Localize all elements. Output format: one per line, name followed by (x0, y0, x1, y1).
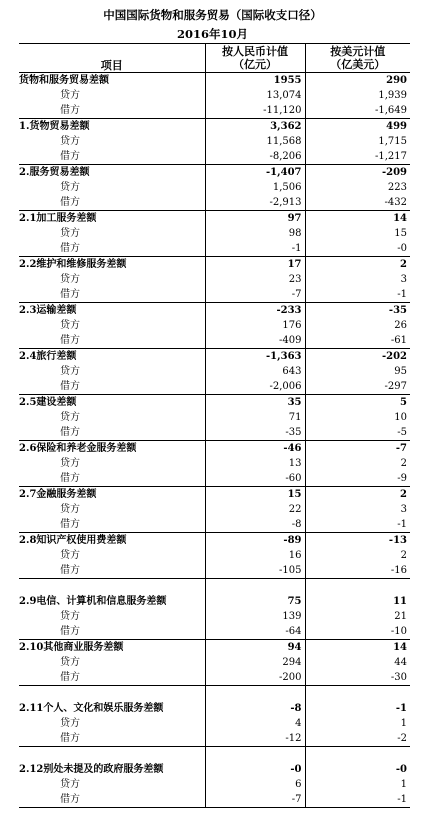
rmb-value: 75 (205, 579, 305, 610)
rmb-value: 35 (205, 395, 305, 411)
rmb-value: -64 (205, 624, 305, 640)
row-section-label: 2.3运输差额 (19, 303, 205, 319)
table-row (19, 257, 410, 273)
table-row (19, 747, 410, 778)
table-row (19, 456, 410, 471)
table-body (19, 73, 410, 808)
header-rmb-line2: （亿元） (233, 58, 277, 71)
usd-value: 223 (305, 180, 410, 195)
usd-value: -0 (305, 747, 410, 778)
rmb-value: -8,206 (205, 149, 305, 165)
row-sub-label: 借方 (60, 381, 80, 392)
row-sub-label: 借方 (60, 105, 80, 116)
usd-value: -1 (305, 287, 410, 303)
usd-value: 3 (305, 502, 410, 517)
usd-value: -13 (305, 533, 410, 549)
rmb-value: -409 (205, 333, 305, 349)
row-section-label: 2.11个人、文化和娱乐服务差额 (19, 686, 205, 717)
usd-value: 290 (305, 73, 410, 89)
usd-value: 2 (305, 548, 410, 563)
row-sub-label: 借方 (60, 672, 80, 683)
table-header-row (19, 44, 410, 73)
rmb-value: 13,074 (205, 88, 305, 103)
rmb-value: -11,120 (205, 103, 305, 119)
rmb-value: 97 (205, 211, 305, 227)
usd-value: -209 (305, 165, 410, 181)
table-row (19, 211, 410, 227)
rmb-value: 4 (205, 716, 305, 731)
row-sub-label: 贷方 (60, 550, 80, 561)
row-section-label: 2.7金融服务差额 (19, 487, 205, 503)
row-section-label: 2.4旅行差额 (19, 349, 205, 365)
row-section-label: 2.12别处未提及的政府服务差额 (19, 747, 205, 778)
row-section-label: 2.5建设差额 (19, 395, 205, 411)
table-row (19, 624, 410, 640)
table-row (19, 502, 410, 517)
table-row (19, 533, 410, 549)
usd-value: 2 (305, 257, 410, 273)
row-sub-label: 贷方 (60, 718, 80, 729)
row-sub-label: 贷方 (60, 412, 80, 423)
usd-value: -1,649 (305, 103, 410, 119)
usd-value: 2 (305, 456, 410, 471)
row-section-label: 1.货物贸易差额 (19, 119, 205, 135)
usd-value: -7 (305, 441, 410, 457)
rmb-value: -2,913 (205, 195, 305, 211)
table-row (19, 471, 410, 487)
rmb-value: -1 (205, 241, 305, 257)
usd-value: -16 (305, 563, 410, 579)
rmb-value: 22 (205, 502, 305, 517)
rmb-value: -2,006 (205, 379, 305, 395)
row-section-label: 货物和服务贸易差额 (19, 73, 205, 89)
usd-value: 3 (305, 272, 410, 287)
usd-value: 21 (305, 609, 410, 624)
row-sub-label: 贷方 (60, 136, 80, 147)
table-row (19, 410, 410, 425)
rmb-value: 1955 (205, 73, 305, 89)
table-row (19, 425, 410, 441)
table-row (19, 195, 410, 211)
table-row (19, 364, 410, 379)
row-section-label: 2.10其他商业服务差额 (19, 640, 205, 656)
rmb-value: 6 (205, 777, 305, 792)
table-row (19, 579, 410, 610)
usd-value: -5 (305, 425, 410, 441)
usd-value: 2 (305, 487, 410, 503)
table-row (19, 303, 410, 319)
row-section-label: 2.服务贸易差额 (19, 165, 205, 181)
row-sub-label: 借方 (60, 289, 80, 300)
header-usd-line1: 按美元计值 (330, 45, 386, 58)
table-row (19, 272, 410, 287)
row-sub-label: 贷方 (60, 657, 80, 668)
table-row (19, 716, 410, 731)
usd-value: 10 (305, 410, 410, 425)
usd-value: -432 (305, 195, 410, 211)
row-sub-label: 借方 (19, 792, 205, 808)
header-rmb-line1: 按人民币计值 (222, 45, 288, 58)
table-row (19, 731, 410, 747)
usd-value: 499 (305, 119, 410, 135)
row-sub-label: 贷方 (60, 182, 80, 193)
rmb-value: -1,363 (205, 349, 305, 365)
table-row (19, 226, 410, 241)
usd-value: 1,715 (305, 134, 410, 149)
rmb-value: 11,568 (205, 134, 305, 149)
rmb-value: 13 (205, 456, 305, 471)
usd-value: -1 (305, 686, 410, 717)
usd-value: -1,217 (305, 149, 410, 165)
row-sub-label: 贷方 (60, 274, 80, 285)
table-row (19, 73, 410, 89)
table-row (19, 792, 410, 808)
row-sub-label: 借方 (60, 733, 80, 744)
table-row (19, 517, 410, 533)
usd-value: 1 (305, 716, 410, 731)
rmb-value: 643 (205, 364, 305, 379)
row-sub-label: 借方 (60, 565, 80, 576)
table-row (19, 777, 410, 792)
rmb-value: -35 (205, 425, 305, 441)
document-title: 中国国际货物和服务贸易（国际收支口径） (103, 8, 322, 22)
rmb-value: 71 (205, 410, 305, 425)
usd-value: 5 (305, 395, 410, 411)
rmb-value: -8 (205, 686, 305, 717)
rmb-value: -7 (205, 287, 305, 303)
row-sub-label: 借方 (60, 197, 80, 208)
row-section-label: 2.1加工服务差额 (19, 211, 205, 227)
rmb-value: 94 (205, 640, 305, 656)
rmb-value: 15 (205, 487, 305, 503)
row-sub-label: 借方 (60, 335, 80, 346)
header-usd-line2: （亿美元） (330, 58, 386, 71)
rmb-value: 176 (205, 318, 305, 333)
row-section-label: 2.6保险和养老金服务差额 (19, 441, 205, 457)
rmb-value: -7 (205, 792, 305, 808)
rmb-value: -89 (205, 533, 305, 549)
usd-value: -61 (305, 333, 410, 349)
table-row (19, 441, 410, 457)
usd-value: -10 (305, 624, 410, 640)
usd-value: -2 (305, 731, 410, 747)
row-section-label: 2.2维护和维修服务差额 (19, 257, 205, 273)
header-rmb (205, 44, 305, 73)
rmb-value: -233 (205, 303, 305, 319)
rmb-value: 1,506 (205, 180, 305, 195)
table-row (19, 88, 410, 103)
rmb-value: 3,362 (205, 119, 305, 135)
row-sub-label: 借方 (60, 626, 80, 637)
table-row (19, 333, 410, 349)
row-sub-label: 贷方 (60, 458, 80, 469)
document-subtitle: 2016年10月 (176, 27, 248, 41)
header-item: 项目 (19, 44, 205, 73)
table-row (19, 119, 410, 135)
row-section-label: 2.8知识产权使用费差额 (19, 533, 205, 549)
row-sub-label: 借方 (60, 151, 80, 162)
rmb-value: -1,407 (205, 165, 305, 181)
usd-value: 1,939 (305, 88, 410, 103)
table-row (19, 640, 410, 656)
table-row (19, 103, 410, 119)
usd-value: 14 (305, 211, 410, 227)
table-row (19, 670, 410, 686)
usd-value: 44 (305, 655, 410, 670)
table-row (19, 349, 410, 365)
usd-value: -1 (305, 517, 410, 533)
table-row (19, 563, 410, 579)
usd-value: 26 (305, 318, 410, 333)
table-row (19, 395, 410, 411)
row-sub-label: 贷方 (60, 366, 80, 377)
row-sub-label: 借方 (60, 519, 80, 530)
rmb-value: 139 (205, 609, 305, 624)
row-sub-label: 借方 (60, 473, 80, 484)
usd-value: -297 (305, 379, 410, 395)
usd-value: -30 (305, 670, 410, 686)
rmb-value: 23 (205, 272, 305, 287)
usd-value: -202 (305, 349, 410, 365)
rmb-value: 294 (205, 655, 305, 670)
table-row (19, 487, 410, 503)
usd-value: 95 (305, 364, 410, 379)
table-row (19, 318, 410, 333)
row-sub-label: 贷方 (60, 611, 80, 622)
row-sub-label: 贷方 (60, 504, 80, 515)
table-row (19, 134, 410, 149)
rmb-value: -105 (205, 563, 305, 579)
usd-value: 11 (305, 579, 410, 610)
row-sub-label: 借方 (60, 243, 80, 254)
table-row (19, 379, 410, 395)
rmb-value: -8 (205, 517, 305, 533)
rmb-value: -200 (205, 670, 305, 686)
table-row (19, 686, 410, 717)
table-row (19, 149, 410, 165)
table-row (19, 548, 410, 563)
usd-value: 15 (305, 226, 410, 241)
row-sub-label: 贷方 (60, 228, 80, 239)
table-row (19, 241, 410, 257)
rmb-value: -46 (205, 441, 305, 457)
table-row (19, 609, 410, 624)
table-row (19, 655, 410, 670)
rmb-value: -0 (205, 747, 305, 778)
rmb-value: 98 (205, 226, 305, 241)
row-section-label: 2.9电信、计算机和信息服务差额 (19, 579, 205, 610)
usd-value: -35 (305, 303, 410, 319)
usd-value: 14 (305, 640, 410, 656)
header-usd (305, 44, 410, 73)
table-row (19, 287, 410, 303)
usd-value: 1 (305, 777, 410, 792)
usd-value: -0 (305, 241, 410, 257)
trade-table (19, 43, 410, 808)
row-sub-label: 贷方 (60, 779, 80, 790)
rmb-value: 17 (205, 257, 305, 273)
table-row (19, 165, 410, 181)
rmb-value: -12 (205, 731, 305, 747)
rmb-value: -60 (205, 471, 305, 487)
table-row (19, 180, 410, 195)
usd-value: -9 (305, 471, 410, 487)
row-sub-label: 借方 (60, 427, 80, 438)
row-sub-label: 贷方 (60, 90, 80, 101)
usd-value: -1 (305, 792, 410, 808)
row-sub-label: 贷方 (60, 320, 80, 331)
rmb-value: 16 (205, 548, 305, 563)
